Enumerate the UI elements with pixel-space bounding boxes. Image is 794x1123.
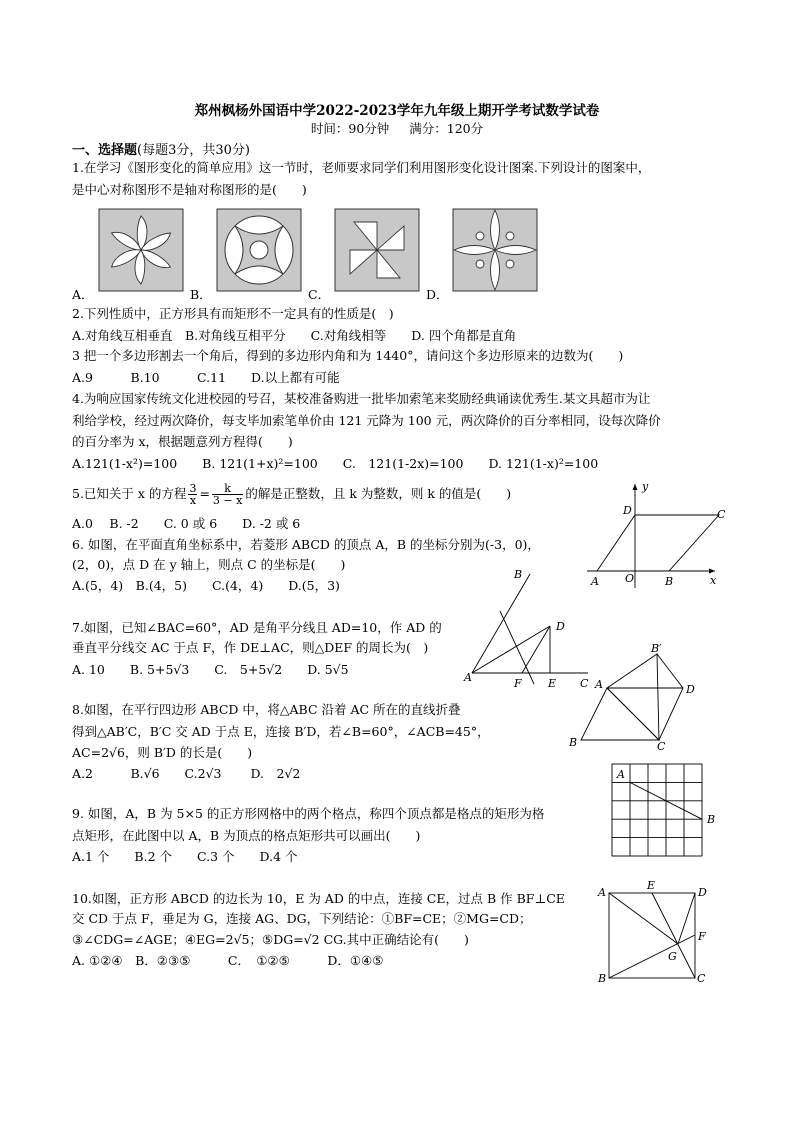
q9-line1: 9. 如图，A，B 为 5×5 的正方形网格中的两个格点，称四个顶点都是格点的矩形为格 — [72, 806, 545, 821]
q9-options: A.1 个 B.2 个 C.3 个 D.4 个 — [72, 849, 298, 864]
q8-label-b: B — [569, 736, 578, 749]
q4-options: A.121(1-x²)=100 B. 121(1+x)²=100 C. 121(1-2x)=100 D. 121(1-x)²=100 — [72, 456, 599, 471]
page-title: 郑州枫杨外国语中学2022-2023学年九年级上期开学考试数学试卷 — [194, 103, 600, 119]
q9-label-a: A — [617, 768, 625, 781]
q10-label-f: F — [698, 930, 706, 943]
q7-label-c: C — [580, 677, 589, 690]
q8-label-bp: B′ — [651, 642, 662, 655]
q4-line3: 的百分率为 x，根据题意列方程得( ) — [72, 434, 293, 449]
q10-figure — [594, 878, 716, 988]
q8-label-a: A — [595, 678, 603, 691]
q6-label-o: O — [625, 572, 635, 585]
q6-options: A.(5，4) B.(4，5) C.(4，4) D.(5，3) — [72, 578, 340, 593]
q8-label-c: C — [657, 740, 666, 752]
q1-figure-d — [452, 208, 538, 292]
q8-options: A.2 B.√6 C.2√3 D. 2√2 — [72, 766, 301, 781]
q1-option-a: A． — [72, 287, 94, 302]
q10-label-d: D — [698, 886, 707, 899]
q10-label-g: G — [668, 950, 677, 963]
q1-figure-c — [334, 208, 420, 292]
q7-line1: 7.如图，已知∠BAC=60°，AD 是角平分线且 AD=10，作 AD 的 — [72, 620, 442, 635]
q6-line1: 6. 如图，在平面直角坐标系中，若菱形 ABCD 的顶点 A，B 的坐标分别为(-3，0)， — [72, 537, 540, 552]
q1-option-b: B． — [190, 287, 212, 302]
q9-line2: 点矩形，在此图中以 A，B 为顶点的格点矩形共可以画出( ) — [72, 828, 421, 843]
q6-label-c: C — [717, 508, 725, 521]
q8-label-d: D — [686, 683, 695, 696]
q3-options: A.9 B.10 C.11 D.以上都有可能 — [72, 370, 340, 385]
q2-line1: 2.下列性质中，正方形具有而矩形不一定具有的性质是( ) — [72, 306, 394, 321]
q7-label-d: D — [556, 620, 565, 633]
q1-option-c: C． — [308, 287, 331, 302]
q1-line2: 是中心对称图形不是轴对称图形的是( ) — [72, 182, 307, 197]
q2-options: A.对角线互相垂直 B.对角线互相平分 C.对角线相等 D. 四个角都是直角 — [72, 328, 517, 343]
q10-label-c: C — [697, 972, 706, 985]
q9-label-b: B — [707, 813, 716, 826]
section-heading: 一、选择题(每题3分，共30分) — [72, 143, 250, 158]
q6-label-d: D — [623, 504, 632, 517]
q10-line3: ③∠CDG=∠AGE；④EG=2√5；⑤DG=√2 CG.其中正确结论有( ) — [72, 932, 469, 947]
exam-info — [0, 119, 794, 137]
q7-line2: 垂直平分线交 AC 于点 F，作 DE⊥AC，则△DEF 的周长为( ) — [72, 640, 429, 655]
q8-figure — [565, 640, 700, 752]
q10-line2: 交 CD 于点 F，垂足为 G，连接 AG、DG，下列结论：①BF=CE；②MG=CD； — [72, 911, 532, 926]
q8-line2: 得到△AB′C，B′C 交 AD 于点 E，连接 B′D，若∠B=60°，∠ACB=45°， — [72, 724, 490, 739]
q1-figure-a — [98, 208, 184, 292]
q5-fraction-right: $\frac{k}{3 - x}$ — [212, 482, 243, 507]
q8-line1: 8.如图，在平行四边形 ABCD 中，将△ABC 沿着 AC 所在的直线折叠 — [72, 702, 461, 717]
q4-line1: 4.为响应国家传统文化进校园的号召，某校准备购进一批毕加索笔来奖励经典诵读优秀生.某文具超市为让 — [72, 391, 651, 406]
q10-label-e: E — [647, 879, 656, 892]
q6-figure — [585, 478, 725, 590]
q10-label-a: A — [598, 886, 606, 899]
q8-line3: AC=2√6，则 B′D 的长是( ) — [72, 745, 253, 760]
q7-label-b: B — [514, 568, 523, 581]
q6-label-y: y — [642, 480, 649, 493]
exam-score: 满分：120分 — [409, 121, 484, 136]
q6-label-b: B — [665, 575, 674, 588]
q10-label-b: B — [598, 972, 607, 985]
q10-options: A. ①②④ B．②③⑤ C． ①②⑤ D．①④⑤ — [72, 953, 384, 968]
q1-line1: 1.在学习《图形变化的简单应用》这一节时，老师要求同学们利用图形变化设计图案.下列设计的图案中， — [72, 160, 651, 175]
q6-label-x: x — [710, 574, 717, 587]
q5-line1: 5.已知关于 x 的方程 $\frac{3}{x}$ = $\frac{k}{3 - x}$ 的解是正整数，且 k 为整数，则 k 的值是( ) — [72, 482, 512, 507]
q9-figure — [610, 762, 722, 860]
q7-label-f: F — [514, 677, 522, 690]
q1-figure-b — [216, 208, 302, 292]
q7-label-a: A — [464, 671, 472, 684]
q7-options: A. 10 B. 5+5√3 C. 5+5√2 D. 5√5 — [72, 662, 349, 677]
q7-label-e: E — [548, 677, 557, 690]
q1-option-d: D． — [426, 287, 449, 302]
q10-line1: 10.如图，正方形 ABCD 的边长为 10，E 为 AD 的中点，连接 CE，过点 B 作 BF⊥CE — [72, 891, 565, 906]
q5-options: A.0 B. -2 C. 0 或 6 D. -2 或 6 — [72, 516, 301, 531]
exam-time: 时间：90分钟 — [310, 121, 390, 136]
q6-label-a: A — [591, 575, 599, 588]
q4-line2: 利给学校，经过两次降价，每支毕加索笔单价由 121 元降为 100 元，两次降价的百分率相同，设每次降价 — [72, 413, 661, 428]
q6-line2: (2，0)，点 D 在 y 轴上，则点 C 的坐标是( ) — [72, 557, 346, 572]
q5-fraction-left: $\frac{3}{x}$ — [189, 482, 197, 507]
q3-line1: 3 把一个多边形割去一个角后，得到的多边形内角和为 1440°，请问这个多边形原来的边数为( ) — [72, 348, 624, 363]
